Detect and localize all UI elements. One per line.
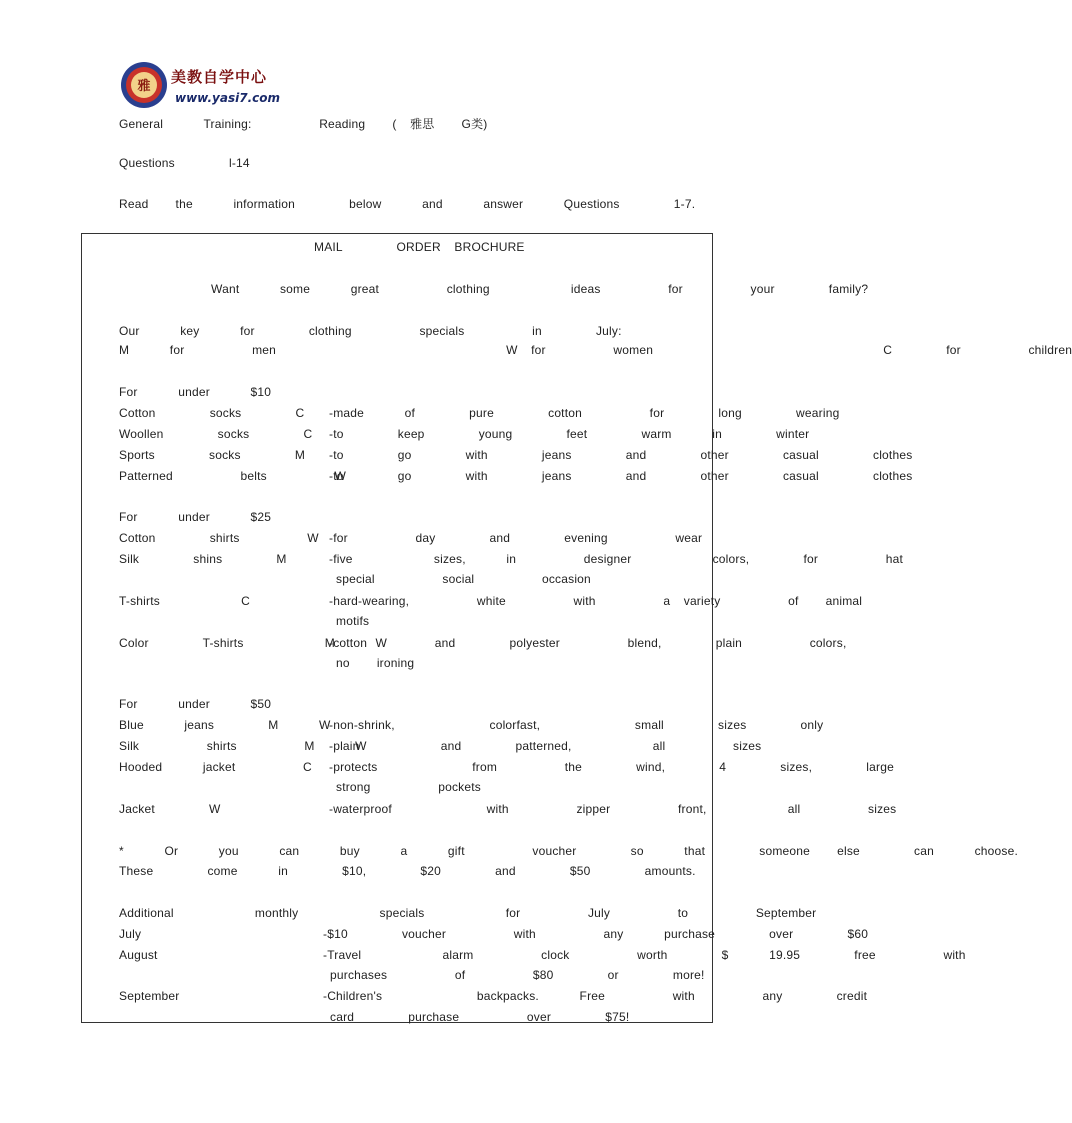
item-desc: -protects from the wind, 4 sizes, large	[329, 760, 894, 774]
month-desc: -Children's backpacks. Free with any credit	[323, 989, 868, 1003]
month-desc: -Travel alarm clock worth $ 19.95 free with	[323, 948, 966, 962]
month-desc-cont: purchases of $80 or more!	[330, 968, 705, 982]
item-desc: -five sizes, in designer colors, for hat	[329, 552, 904, 566]
key-intro: Our key for clothing specials in July:	[119, 324, 622, 338]
section-heading: For under $10	[119, 385, 272, 399]
logo-url: www.yasi7.com	[175, 91, 280, 105]
month-label: September	[119, 989, 180, 1003]
month-desc: -$10 voucher with any purchase over $60	[323, 927, 869, 941]
item-desc: -hard-wearing, white with a variety of animal	[329, 594, 863, 608]
item-desc: -for day and evening wear	[329, 531, 703, 545]
item-name: Color T-shirts M W	[119, 636, 388, 650]
seal-icon	[119, 60, 169, 110]
item-name: Cotton shirts W	[119, 531, 319, 545]
questions-label: Questions l-14	[119, 156, 250, 170]
item-desc: -waterproof with zipper front, all sizes	[329, 802, 897, 816]
logo-chinese-name: 美教自学中心	[171, 68, 268, 86]
item-desc: -to go with jeans and other casual clothes	[329, 448, 913, 462]
item-name: T-shirts C	[119, 594, 251, 608]
item-desc: -non-shrink, colorfast, small sizes only	[329, 718, 824, 732]
item-name: Silk shirts M W	[119, 739, 367, 753]
item-desc-cont: motifs	[336, 614, 370, 628]
item-name: Blue jeans M W	[119, 718, 331, 732]
voucher-note: * Or you can buy a gift voucher so that someone else can choose.	[119, 844, 1019, 858]
svg-text:雅: 雅	[137, 79, 151, 94]
brochure-subtitle: Want some great clothing ideas for your family?	[211, 282, 869, 296]
header-title: General Training: Reading ( 雅思 G类)	[119, 117, 488, 131]
month-label: August	[119, 948, 158, 962]
item-desc-cont: no ironing	[336, 656, 415, 670]
item-name: Silk shins M	[119, 552, 287, 566]
item-desc-cont: strong pockets	[336, 780, 481, 794]
monthly-heading: Additional monthly specials for July to September	[119, 906, 817, 920]
month-label: July	[119, 927, 142, 941]
item-desc-cont: special social occasion	[336, 572, 591, 586]
month-desc-cont: card purchase over $75!	[330, 1010, 630, 1024]
item-desc: -plain and patterned, all sizes	[329, 739, 762, 753]
instruction-text: Read the information below and answer Questions 1-7.	[119, 197, 696, 211]
item-name: Jacket W	[119, 802, 221, 816]
logo	[119, 60, 280, 110]
section-heading: For under $50	[119, 697, 272, 711]
item-name: Sports socks M	[119, 448, 306, 462]
item-name: Cotton socks C	[119, 406, 305, 420]
item-name: Hooded jacket C	[119, 760, 312, 774]
item-name: Patterned belts W	[119, 469, 347, 483]
item-desc: -made of pure cotton for long wearing	[329, 406, 840, 420]
item-desc: -to go with jeans and other casual clothes	[329, 469, 913, 483]
key-line: M for men W for women C for children	[119, 343, 1072, 357]
item-name: Woollen socks C	[119, 427, 313, 441]
section-heading: For under $25	[119, 510, 272, 524]
brochure-title: MAIL ORDER BROCHURE	[314, 240, 525, 254]
voucher-note-cont: These come in $10, $20 and $50 amounts.	[119, 864, 696, 878]
item-desc: -cotton and polyester blend, plain colors,	[329, 636, 847, 650]
item-desc: -to keep young feet warm in winter	[329, 427, 810, 441]
